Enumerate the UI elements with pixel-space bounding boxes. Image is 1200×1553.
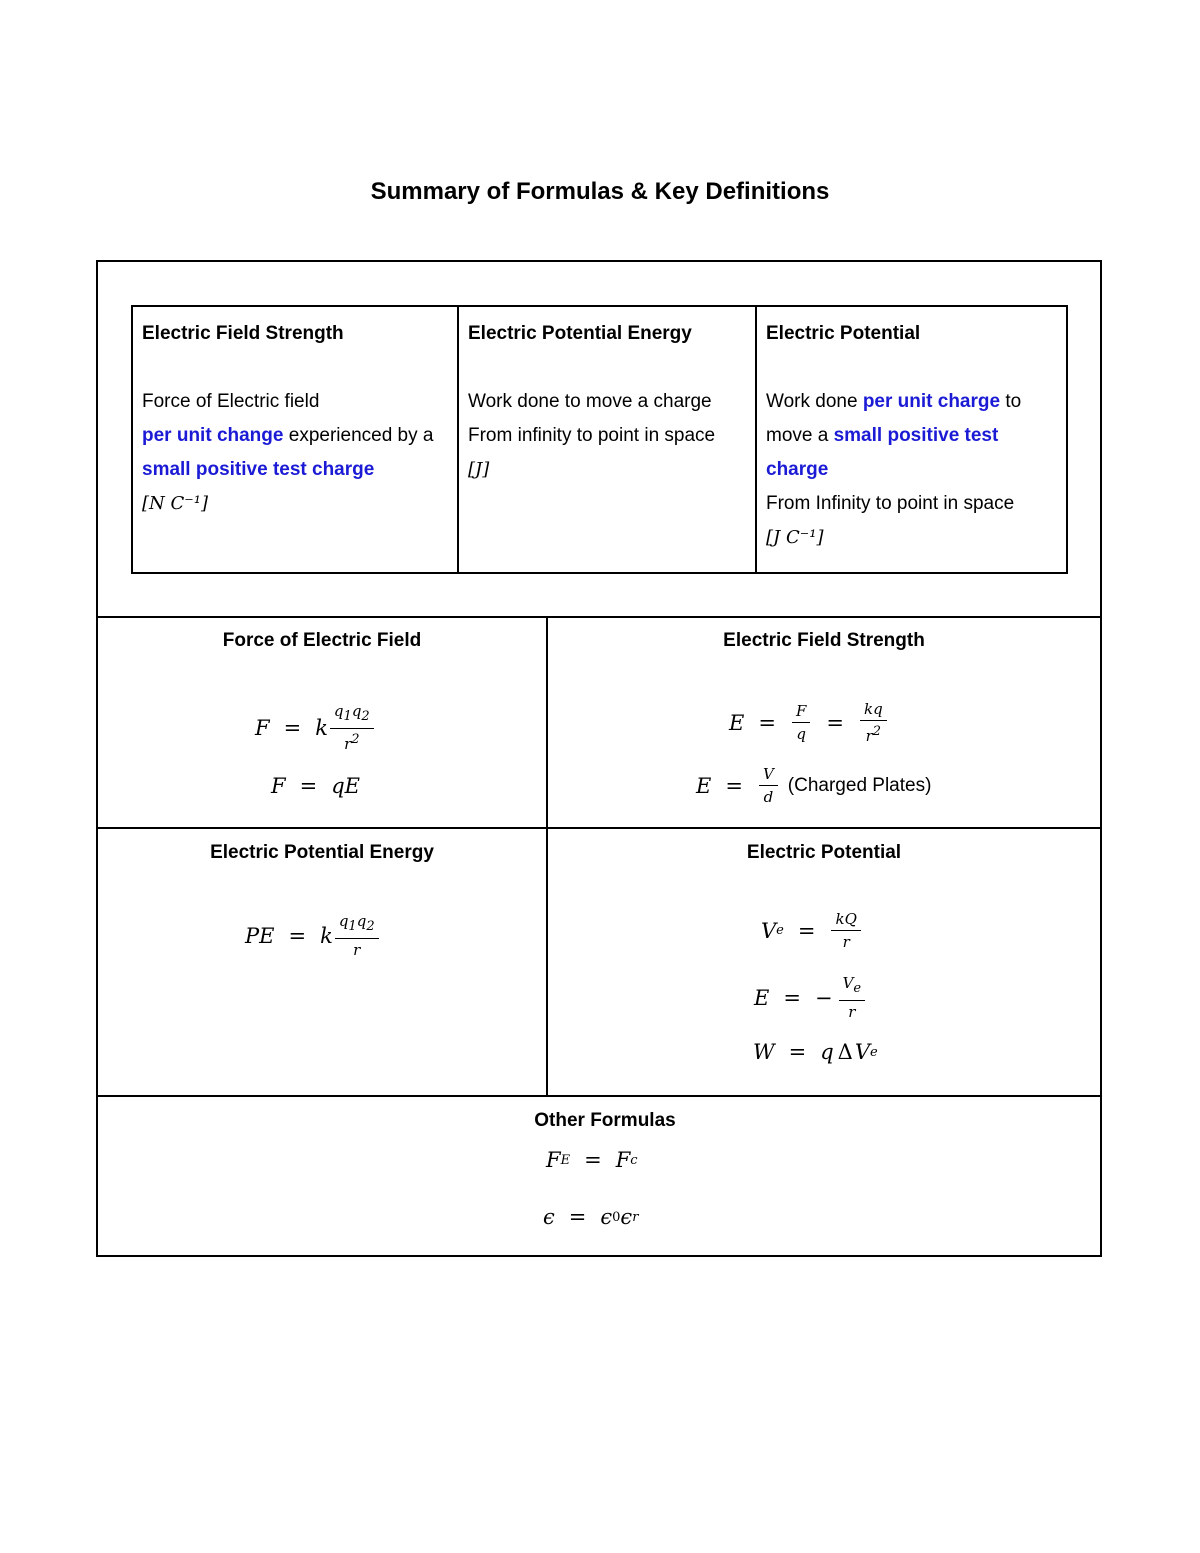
definitions-table xyxy=(131,305,1068,574)
formula-permittivity: ϵ = ϵ 0 ϵ r xyxy=(543,1205,639,1229)
formula-work: W = q Δ V e xyxy=(753,1040,878,1064)
definition-text: From Infinity to point in space xyxy=(766,493,1015,514)
page-title: Summary of Formulas & Key Definitions xyxy=(370,178,830,205)
definition-text: From infinity to point in space xyxy=(468,425,716,446)
formula-field-plates: E = $\frac{V}{d}$ (Charged Plates) xyxy=(696,765,932,806)
definition-text: Force of Electric field xyxy=(142,391,320,412)
unit-label: [J] xyxy=(468,459,490,480)
definition-heading: Electric Field Strength xyxy=(142,323,344,344)
section-heading-potential: Electric Potential xyxy=(746,842,902,863)
section-heading-other: Other Formulas xyxy=(534,1110,676,1131)
formula-force-balance: F E = F c xyxy=(546,1148,638,1172)
highlight-text: charge xyxy=(766,459,829,480)
divider xyxy=(96,827,1102,829)
highlight-text: per unit charge xyxy=(862,391,1001,412)
formula-coulomb-force: F = k $\frac{q_1q_2}{r^2}$ xyxy=(255,702,376,753)
section-heading-field: Electric Field Strength xyxy=(723,630,925,651)
formula-force-field: F = qE xyxy=(271,774,360,798)
definition-electric-field-strength xyxy=(133,307,457,572)
formula-field-potential: E = − $\frac{V_e}{r}$ xyxy=(754,974,867,1021)
definition-text: move a small positive test xyxy=(766,425,999,446)
definition-text: Work done to move a charge xyxy=(468,391,712,412)
divider xyxy=(96,1095,1102,1097)
formula-potential-energy: PE = k $\frac{q_1q_2}{r}$ xyxy=(245,912,381,959)
formula-potential: V e = $\frac{kQ}{r}$ xyxy=(761,910,863,951)
definition-electric-potential xyxy=(755,307,1066,572)
section-heading-pe: Electric Potential Energy xyxy=(210,842,434,863)
definition-text: per unit change experienced by a xyxy=(142,425,434,446)
formula-note: (Charged Plates) xyxy=(787,774,932,796)
section-heading-force: Force of Electric Field xyxy=(222,630,422,651)
definition-electric-potential-energy xyxy=(457,307,755,572)
definition-text: Work done per unit charge to xyxy=(766,391,1022,412)
unit-label: [N C⁻¹] xyxy=(142,493,209,514)
highlight-text: small positive test xyxy=(833,425,999,446)
highlight-text: small positive test charge xyxy=(142,459,375,480)
highlight-text: per unit change xyxy=(142,425,284,446)
divider xyxy=(96,616,1102,618)
formula-field-strength: E = $\frac{F}{q}$ = $\frac{kq}{r^2}$ xyxy=(729,700,889,745)
definition-heading: Electric Potential Energy xyxy=(468,323,692,344)
definition-heading: Electric Potential xyxy=(766,323,921,344)
unit-label: [J C⁻¹] xyxy=(766,527,824,548)
